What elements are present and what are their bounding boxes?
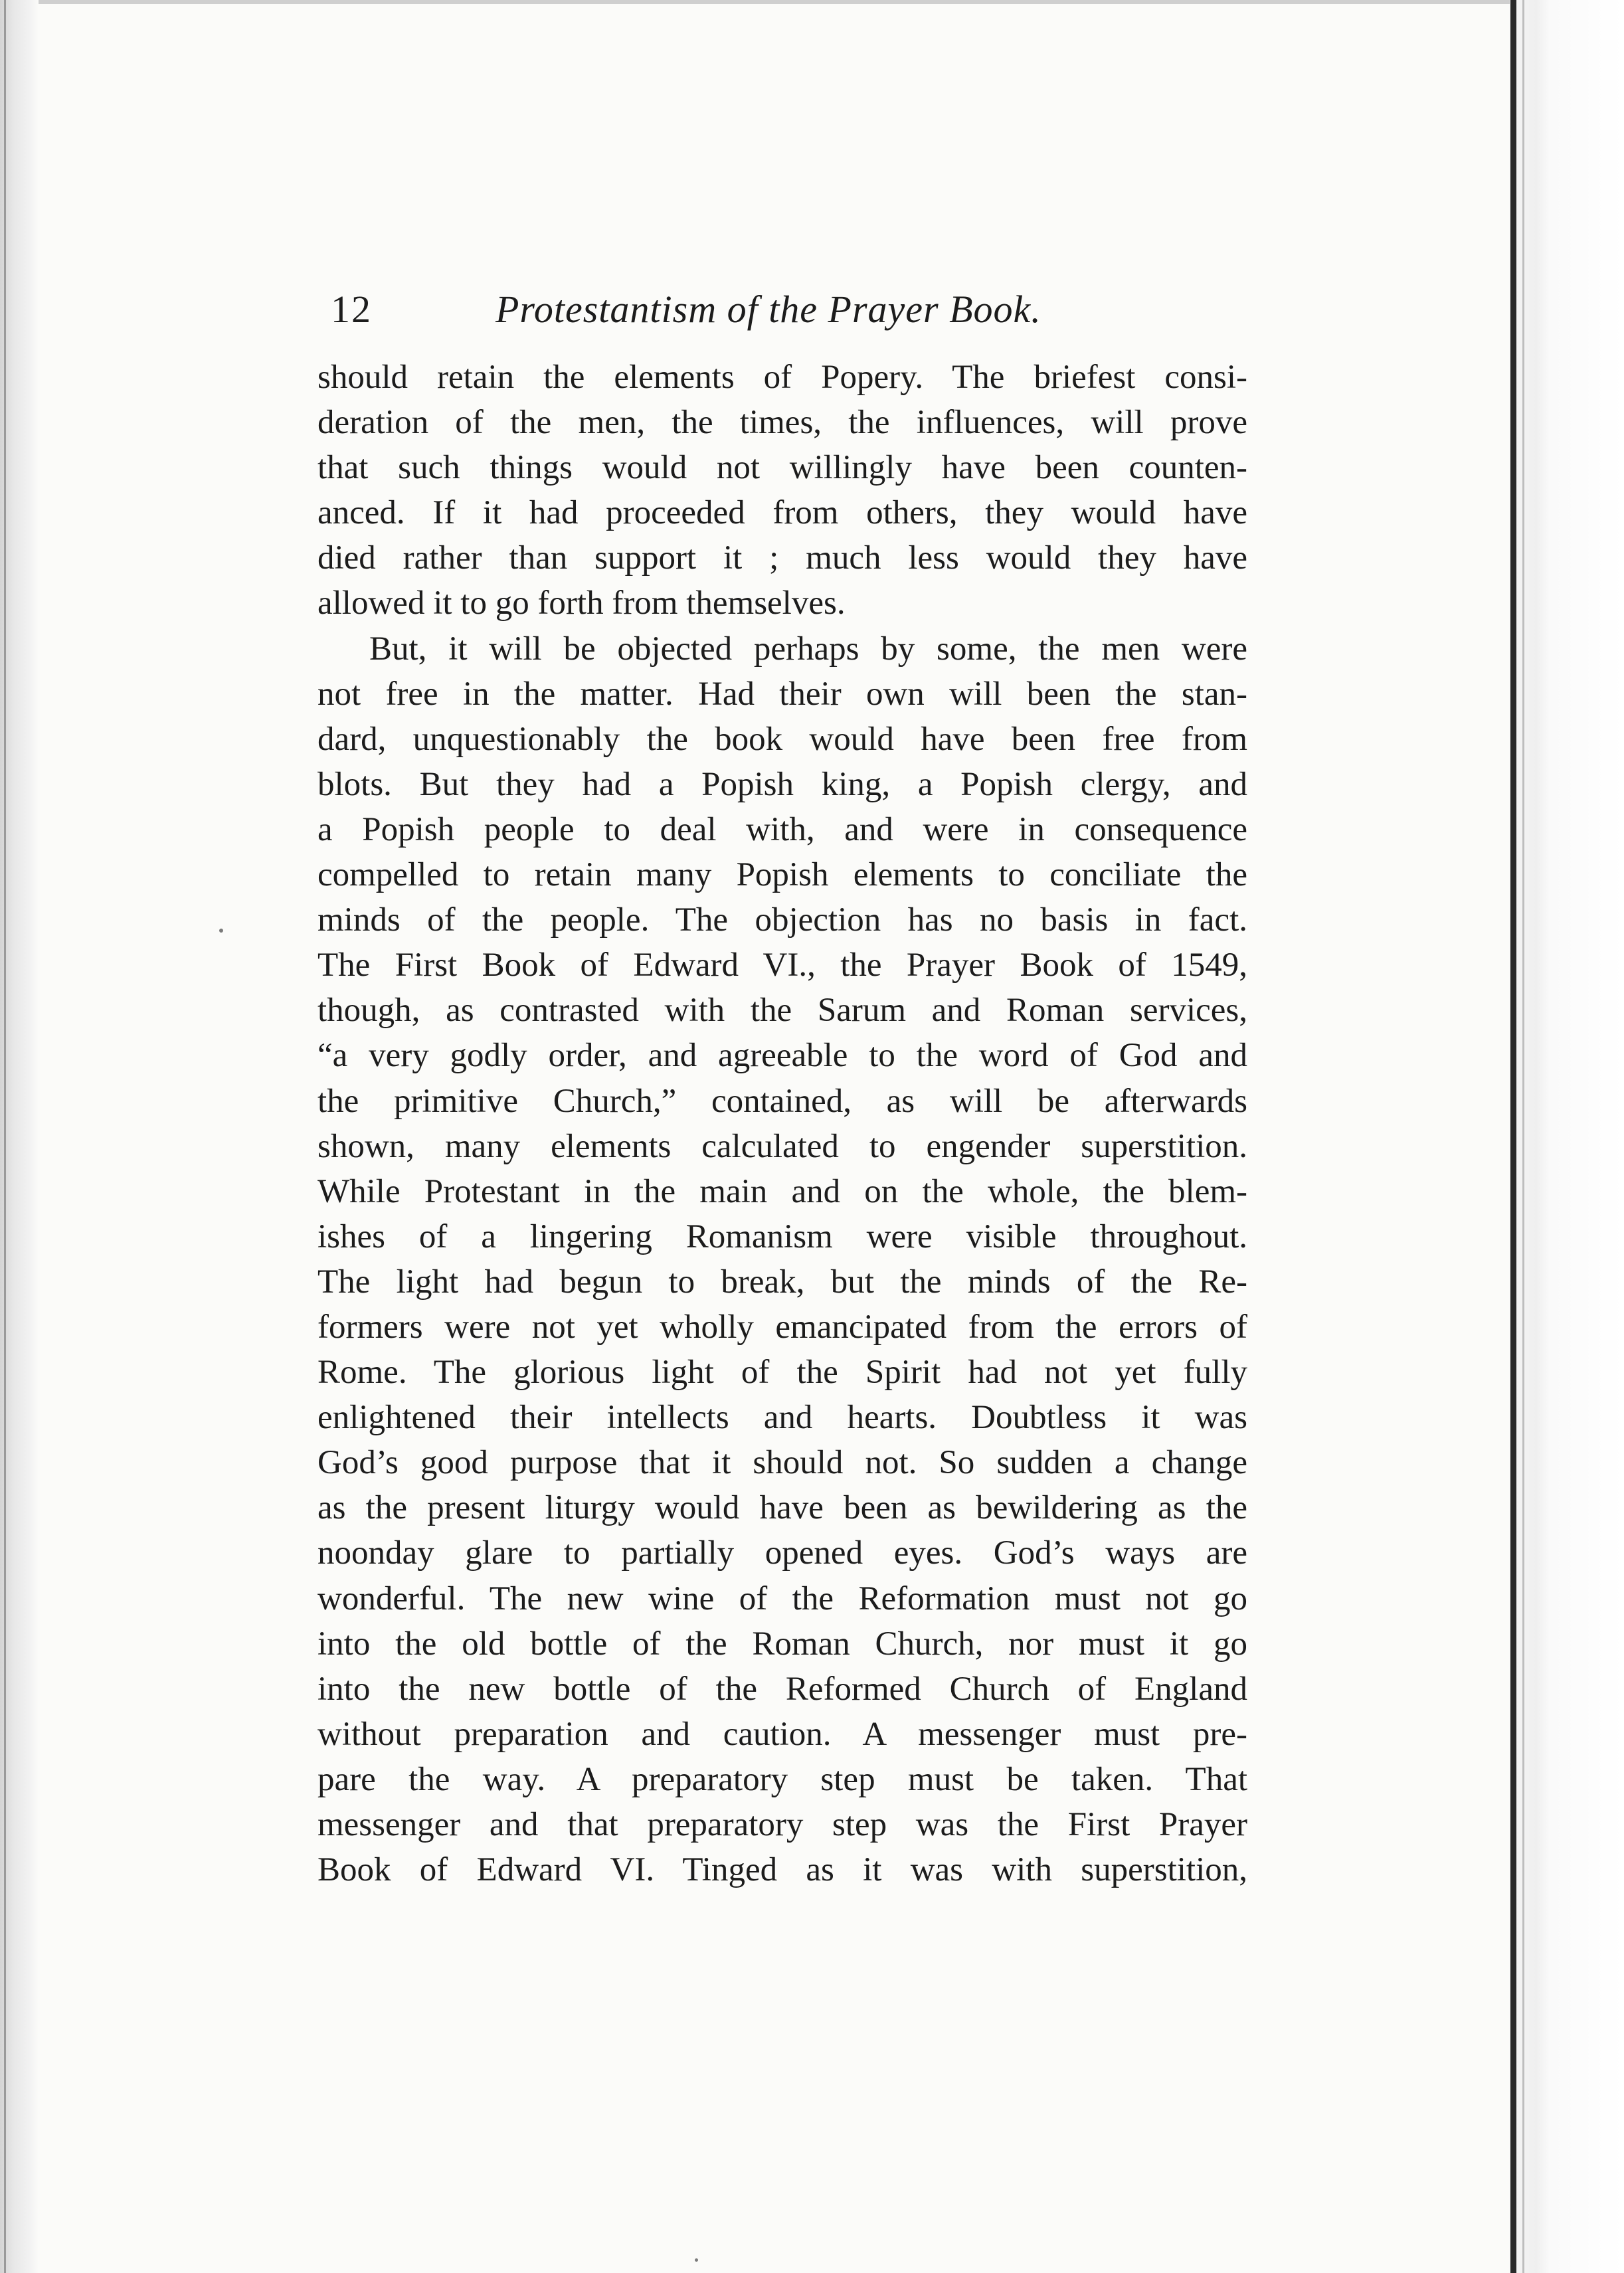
- text-line: wonderful. The new wine of the Reformation must not go: [317, 1580, 1247, 1617]
- text-line: deration of the men, the times, the influences, will prove: [317, 404, 1247, 442]
- text-line: pare the way. A preparatory step must be taken. That: [317, 1760, 1247, 1798]
- text-line: shown, many elements calculated to engender superstition.: [317, 1127, 1247, 1165]
- text-line: died rather than support it ; much less would they have: [317, 539, 1247, 577]
- page-number: 12: [331, 288, 372, 331]
- text-line: as the present liturgy would have been as bewildering as the: [317, 1489, 1247, 1527]
- text-line: “a very godly order, and agreeable to the word of God and: [317, 1037, 1247, 1075]
- text-line: noonday glare to partially opened eyes. God’s ways are: [317, 1534, 1247, 1572]
- text-line: While Protestant in the main and on the whole, the blem-: [317, 1172, 1247, 1210]
- text-line: blots. But they had a Popish king, a Popish clergy, and: [317, 765, 1247, 803]
- text-line: a Popish people to deal with, and were in consequence: [317, 810, 1247, 848]
- text-line: But, it will be objected perhaps by some, the men were: [369, 630, 1247, 668]
- text-line: formers were not yet wholly emancipated from the errors of: [317, 1308, 1247, 1346]
- text-line: compelled to retain many Popish elements to conciliate the: [317, 856, 1247, 894]
- text-line: the primitive Church,” contained, as will be afterwards: [317, 1082, 1247, 1120]
- text-line: Book of Edward VI. Tinged as it was with superstition,: [317, 1851, 1247, 1889]
- scan-top-edge: [0, 0, 1624, 4]
- text-line: minds of the people. The objection has no basis in fact.: [317, 901, 1247, 939]
- text-line: messenger and that preparatory step was the First Prayer: [317, 1806, 1247, 1843]
- scan-right-border: [1510, 0, 1516, 2273]
- text-line: into the new bottle of the Reformed Church of England: [317, 1670, 1247, 1708]
- text-line: The light had begun to break, but the minds of the Re-: [317, 1263, 1247, 1301]
- scan-left-border: [4, 0, 6, 2273]
- scan-right-border-inner: [1522, 0, 1524, 2273]
- text-line: into the old bottle of the Roman Church, nor must it go: [317, 1625, 1247, 1663]
- text-line: Rome. The glorious light of the Spirit had not yet fully: [317, 1354, 1247, 1392]
- body-text: [317, 355, 1247, 1892]
- text-line: The First Book of Edward VI., the Prayer Book of 1549,: [317, 947, 1247, 984]
- text-line: not free in the matter. Had their own will been the stan-: [317, 675, 1247, 713]
- text-line: God’s good purpose that it should not. So sudden a change: [317, 1444, 1247, 1482]
- scan-speck: [695, 2258, 698, 2262]
- running-title: Protestantism of the Prayer Book.: [496, 288, 1041, 331]
- paragraph: [317, 355, 1247, 626]
- text-line: that such things would not willingly have been counten-: [317, 449, 1247, 487]
- scan-right-edge: [1510, 0, 1624, 2273]
- text-line: allowed it to go forth from themselves.: [317, 585, 846, 622]
- text-line: enlightened their intellects and hearts. Doubtless it was: [317, 1399, 1247, 1437]
- text-line: should retain the elements of Popery. The briefest consi-: [317, 359, 1247, 396]
- text-line: though, as contrasted with the Sarum and Roman services,: [317, 992, 1247, 1030]
- text-line: ishes of a lingering Romanism were visible throughout.: [317, 1218, 1247, 1255]
- page-header: [331, 279, 1258, 339]
- text-line: without preparation and caution. A messenger must pre-: [317, 1715, 1247, 1753]
- paragraph: [317, 626, 1247, 1893]
- text-line: dard, unquestionably the book would have been free from: [317, 720, 1247, 758]
- scan-speck: [219, 929, 223, 933]
- text-line: anced. If it had proceeded from others, they would have: [317, 494, 1247, 532]
